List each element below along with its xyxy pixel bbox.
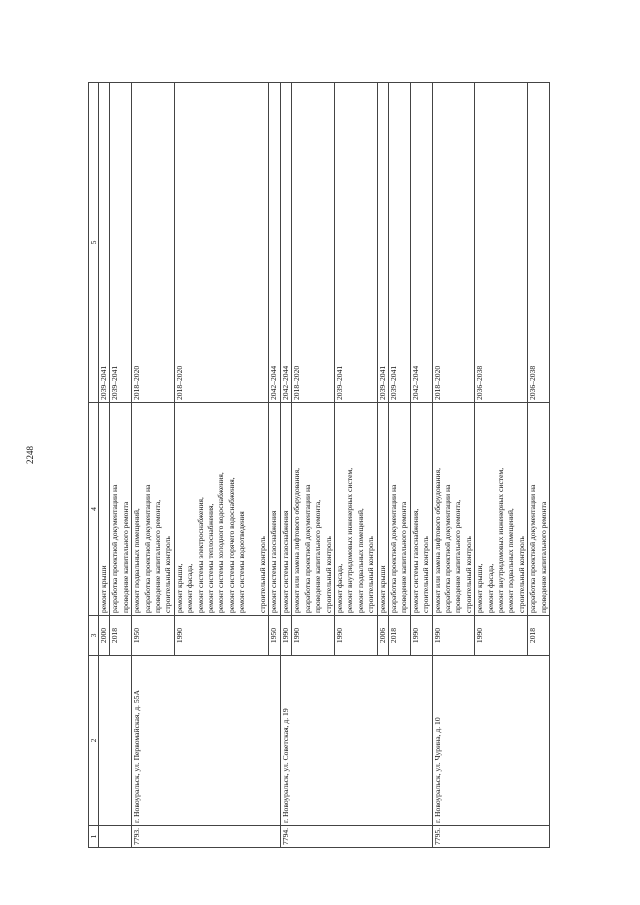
- header-col-5: 5: [89, 83, 99, 403]
- work-line: ремонт подвальных помещений,: [132, 508, 142, 613]
- year-cell: 2006: [377, 616, 388, 656]
- entry-number: [99, 826, 132, 848]
- work-line: разработка проектной документации на: [110, 484, 120, 613]
- header-col-4: 4: [89, 403, 99, 616]
- period-cell: 2042–2044: [280, 83, 291, 403]
- work-line: ремонт системы газоснабжения,: [410, 508, 420, 613]
- works-cell: [388, 403, 410, 616]
- work-line: ремонт системы холодного водоснабжения,: [216, 472, 226, 613]
- entry-address: [99, 656, 132, 826]
- work-line: ремонт крыши,: [174, 563, 184, 613]
- year-cell: 1950: [132, 616, 175, 656]
- year-cell: 1990: [280, 616, 291, 656]
- period-cell: 2042–2044: [269, 83, 280, 403]
- work-line: ремонт подвальных помещений,: [355, 508, 365, 613]
- year-cell: 1990: [410, 616, 432, 656]
- entry-number: 7794.: [280, 826, 432, 848]
- rotated-table-container: [88, 83, 598, 848]
- work-line: строительный контроль: [366, 536, 376, 613]
- work-line: [248, 405, 258, 613]
- works-cell: [528, 403, 550, 616]
- work-line: ремонт фасада,: [334, 563, 344, 613]
- period-cell: 2018–2020: [432, 83, 475, 403]
- entry-number: 7795.: [432, 826, 549, 848]
- work-line: разработка проектной документации на: [442, 484, 452, 613]
- work-line: ремонт фасада,: [185, 563, 195, 613]
- works-cell: [334, 403, 377, 616]
- period-cell: 2036–2038: [528, 83, 550, 403]
- capital-repair-table: [88, 82, 550, 848]
- period-cell: 2036–2038: [475, 83, 528, 403]
- work-line: строительный контроль: [163, 536, 173, 613]
- work-line: разработка проектной документации на: [142, 484, 152, 613]
- works-cell: [99, 403, 110, 616]
- table-row: [99, 83, 110, 848]
- works-cell: [280, 403, 291, 616]
- period-cell: 2039–2041: [388, 83, 410, 403]
- work-line: ремонт крыши: [99, 565, 108, 613]
- header-col-3: 3: [89, 616, 99, 656]
- work-line: строительный контроль: [323, 536, 333, 613]
- year-cell: 1990: [334, 616, 377, 656]
- work-line: ремонт или замена лифтового оборудования,: [292, 468, 302, 613]
- table-row: [432, 83, 475, 848]
- entry-address: г. Новоуральск, ул. Чурина, д. 10: [432, 656, 549, 826]
- works-cell: [377, 403, 388, 616]
- work-line: ремонт крыши,: [475, 563, 485, 613]
- table-row: [280, 83, 291, 848]
- year-cell: 1990: [292, 616, 335, 656]
- work-line: строительный контроль: [258, 536, 268, 613]
- works-cell: [269, 403, 280, 616]
- works-cell: [292, 403, 335, 616]
- work-line: ремонт системы электроснабжения,: [195, 497, 205, 613]
- entry-number: 7793.: [132, 826, 281, 848]
- work-line: проведение капитального ремонта: [538, 501, 548, 613]
- table-row: [132, 83, 175, 848]
- works-cell: [132, 403, 175, 616]
- period-cell: 2039–2041: [377, 83, 388, 403]
- period-cell: 2018–2020: [132, 83, 175, 403]
- work-line: разработка проектной документации на: [388, 484, 398, 613]
- period-cell: 2039–2041: [110, 83, 132, 403]
- work-line: ремонт системы газоснабжения: [269, 510, 279, 613]
- works-cell: [110, 403, 132, 616]
- work-line: строительный контроль: [463, 536, 473, 613]
- period-cell: 2042–2044: [410, 83, 432, 403]
- work-line: ремонт внутридомовых инженерных систем,: [345, 467, 355, 613]
- work-line: ремонт внутридомовых инженерных систем,: [496, 467, 506, 613]
- work-line: ремонт фасада,: [485, 563, 495, 613]
- entry-address: г. Новоуральск, ул. Советская, д. 19: [280, 656, 432, 826]
- work-line: строительный контроль: [421, 536, 431, 613]
- work-line: разработка проектной документации на: [528, 484, 538, 613]
- work-line: ремонт подвальных помещений,: [506, 508, 516, 613]
- work-line: ремонт системы водоотведения: [237, 511, 247, 613]
- page-number: 2248: [25, 446, 35, 464]
- work-line: проведение капитального ремонта: [399, 501, 409, 613]
- work-line: строительный контроль: [516, 536, 526, 613]
- work-line: разработка проектной документации на: [302, 484, 312, 613]
- year-cell: 1950: [269, 616, 280, 656]
- header-col-1: 1: [89, 826, 99, 848]
- period-cell: 2018–2020: [292, 83, 335, 403]
- year-cell: 2018: [388, 616, 410, 656]
- works-cell: [432, 403, 475, 616]
- header-col-2: 2: [89, 656, 99, 826]
- works-cell: [410, 403, 432, 616]
- work-line: проведение капитального ремонта,: [453, 499, 463, 613]
- entry-address: г. Новоуральск, ул. Первомайская, д. 55А: [132, 656, 281, 826]
- work-line: ремонт или замена лифтового оборудования,: [432, 468, 442, 613]
- year-cell: 2018: [528, 616, 550, 656]
- table-header-row: [89, 83, 99, 848]
- year-cell: 2000: [99, 616, 110, 656]
- year-cell: 1990: [475, 616, 528, 656]
- period-cell: 2039–2041: [334, 83, 377, 403]
- period-cell: 2018–2020: [174, 83, 269, 403]
- works-cell: [475, 403, 528, 616]
- year-cell: 1990: [432, 616, 475, 656]
- work-line: ремонт системы горячего водоснабжения,: [226, 477, 236, 613]
- year-cell: 2018: [110, 616, 132, 656]
- work-line: проведение капитального ремонта: [120, 501, 130, 613]
- period-cell: 2039–2041: [99, 83, 110, 403]
- work-line: ремонт крыши: [377, 565, 387, 613]
- work-line: ремонт системы теплоснабжения,: [206, 503, 216, 613]
- work-line: ремонт системы газоснабжения: [280, 510, 290, 613]
- year-cell: 1990: [174, 616, 269, 656]
- work-line: проведение капитального ремонта,: [153, 499, 163, 613]
- works-cell: [174, 403, 269, 616]
- work-line: проведение капитального ремонта,: [313, 499, 323, 613]
